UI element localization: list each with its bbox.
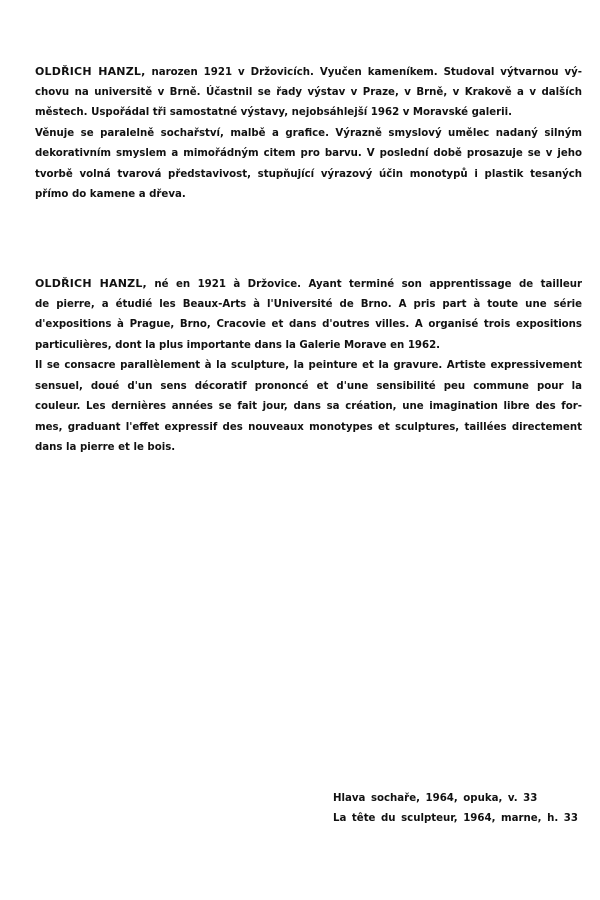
czech-biography [35, 62, 582, 206]
bio-line: particulières, dont la plus importante dans la Galerie Morave en 1962. [35, 339, 441, 351]
bio-line: dekorativním smyslem a mimořádným citem pro barvu. V poslední době prosazuje se v jeho [35, 148, 582, 159]
bio-line: sensuel, doué d'un sens décoratif prononcé et d'une sensibilité peu commune pour la [35, 380, 582, 392]
bio-line: OLDŘICH HANZL, né en 1921 à Držovice. Ayant terminé son apprentissage de tailleur [35, 277, 582, 290]
bio-line: chovu na universitě v Brně. Účastnil se řady výstav v Praze, v Brně, v Krakově a v dalších [35, 86, 582, 98]
bio-line: Věnuje se paralelně sochařství, malbě a grafice. Výrazně smyslový umělec nadaný silným [35, 127, 582, 139]
bio-line: d'expositions à Prague, Brno, Cracovie et dans d'outres villes. A organisé trois expositions [35, 319, 582, 330]
bio-line: městech. Uspořádal tři samostatné výstavy, nejobsáhlejší 1962 v Moravské galerii. [35, 107, 513, 118]
bio-line: Il se consacre parallèlement à la sculpture, la peinture et la gravure. Artiste expressivement [35, 360, 582, 371]
caption-french: La tête du sculpteur, 1964, marne, h. 33 [333, 813, 578, 824]
bio-line: couleur. Les dernières années se fait jour, dans sa création, une imagination libre des for- [35, 401, 582, 412]
artist-name: OLDŘICH HANZL, [35, 277, 147, 290]
bio-line: OLDŘICH HANZL, narozen 1921 v Držovicích. Vyučen kameníkem. Studoval výtvarnou vý- [35, 65, 582, 78]
artwork-captions [333, 789, 578, 829]
bio-line: přímo do kamene a dřeva. [35, 189, 186, 200]
bio-line: mes, graduant l'effet expressif des nouveaux monotypes et sculptures, taillées directement [35, 421, 582, 433]
bio-line: tvorbě volná tvarová představivost, stupňující výrazový účin monotypů i plastik tesaných [35, 168, 582, 180]
bio-line: dans la pierre et le bois. [35, 442, 176, 453]
french-biography [35, 274, 582, 459]
artist-name: OLDŘICH HANZL, [35, 65, 146, 78]
bio-line: de pierre, a étudié les Beaux-Arts à l'Université de Brno. A pris part à toute une série [35, 298, 582, 310]
caption-czech: Hlava sochaře, 1964, opuka, v. 33 [333, 793, 538, 804]
